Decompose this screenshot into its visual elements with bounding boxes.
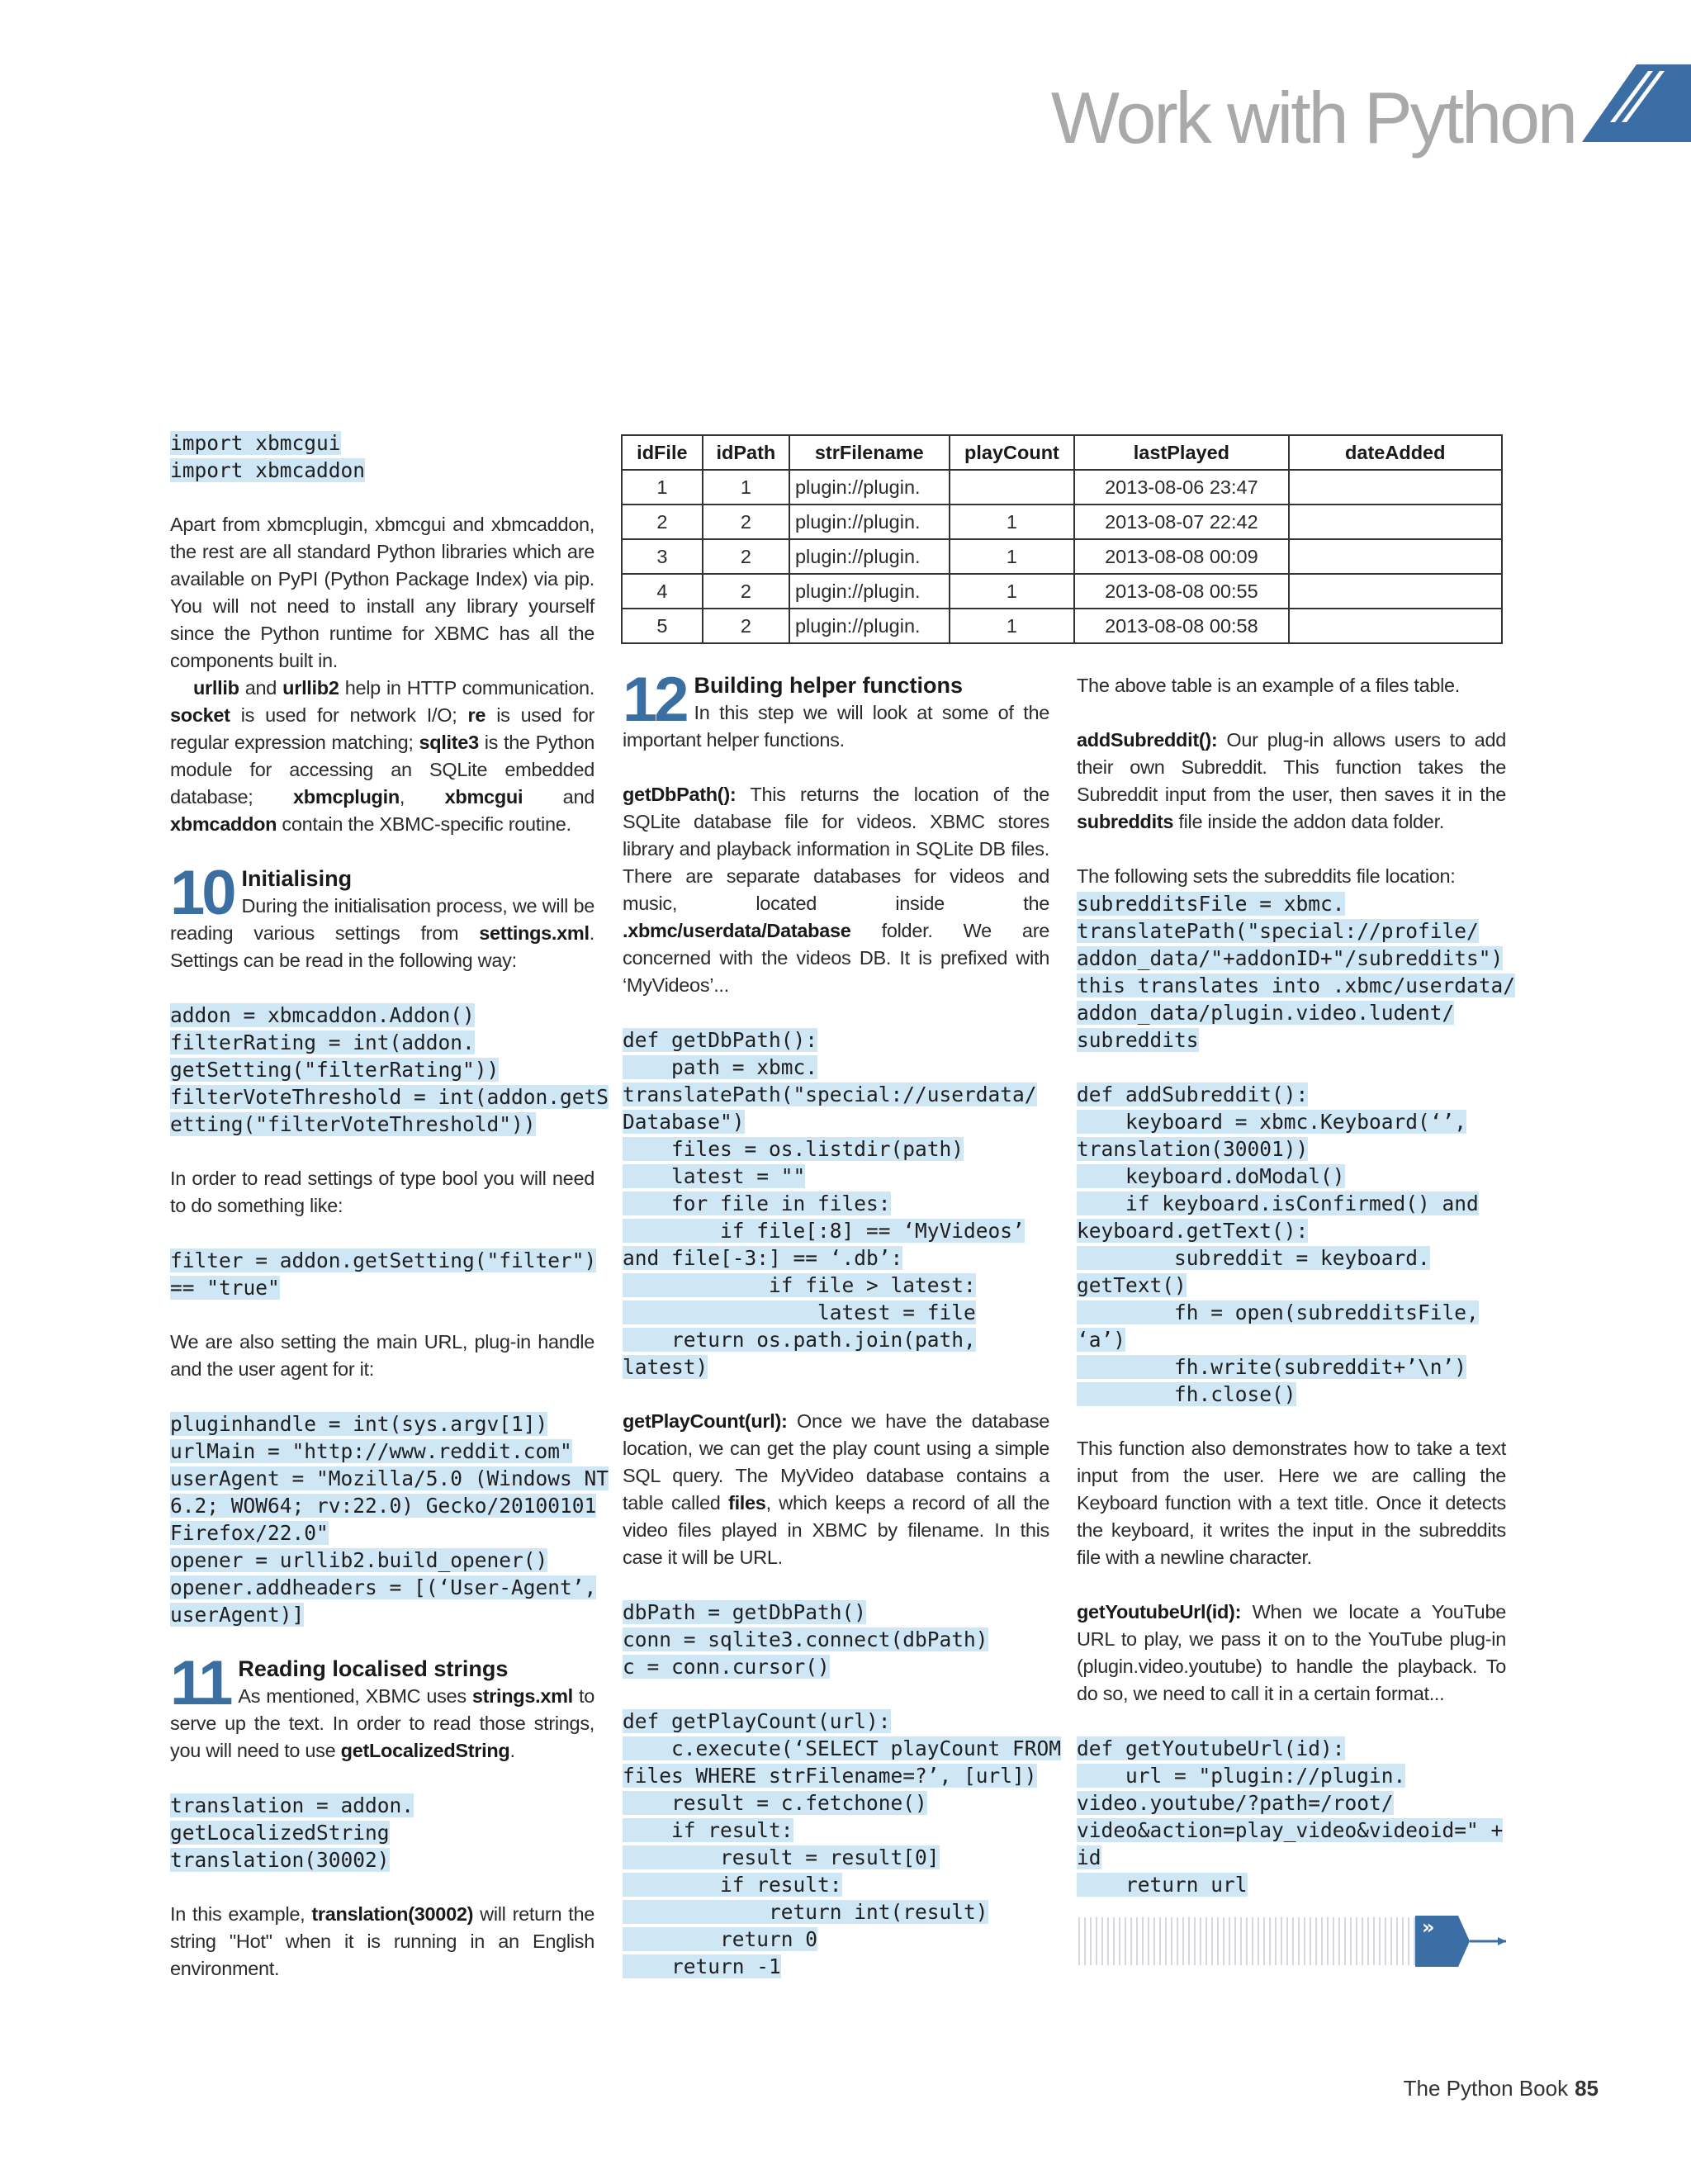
code-line: fh.write(subreddit+’\n’) — [1077, 1355, 1467, 1379]
code-getyoutube — [1077, 1735, 1506, 1898]
table-cell: plugin://plugin. — [789, 539, 950, 574]
table-cell: 2013-08-08 00:58 — [1074, 609, 1288, 643]
table-cell: 2 — [703, 609, 789, 643]
step-title: Building helper functions — [694, 673, 964, 698]
code-line: keyboard = xbmc.Keyboard(‘’, — [1077, 1110, 1467, 1134]
step-10 — [170, 858, 594, 974]
table-cell — [1289, 609, 1502, 643]
page-number: 85 — [1575, 2076, 1599, 2101]
code-imports — [170, 429, 594, 484]
code-line: import xbmcgui — [170, 431, 341, 455]
table-body — [622, 470, 1502, 643]
code-line: keyboard.doModal() — [1077, 1164, 1345, 1188]
code-line: addon_data/"+addonID+"/subreddits") — [1077, 946, 1504, 970]
table-caption: The above table is an example of a files table. — [1077, 675, 1461, 696]
code-line: return os.path.join(path, — [623, 1328, 976, 1352]
code-line: import xbmcaddon — [170, 458, 366, 482]
column-header: idFile — [622, 435, 703, 470]
code-line: urlMain = "http://www.reddit.com" — [170, 1439, 572, 1463]
column-right — [1077, 672, 1516, 1898]
code-line: return 0 — [623, 1927, 818, 1951]
table-cell: plugin://plugin. — [789, 609, 950, 643]
files-table — [621, 434, 1503, 644]
code-line: c = conn.cursor() — [623, 1655, 830, 1679]
code-line: addon_data/plugin.video.ludent/ — [1077, 1001, 1455, 1025]
code-line: translatePath("special://userdata/ — [623, 1083, 1037, 1106]
code-settings — [170, 1002, 609, 1138]
code-line: subreddit = keyboard. — [1077, 1246, 1430, 1270]
addsubreddit-paragraph: addSubreddit(): Our plug-in allows users to add their own Subreddit. This function takes the Subreddit input from the user, then saves it in the subreddits file inside the addon data folder. — [1077, 729, 1506, 832]
table-cell: plugin://plugin. — [789, 505, 950, 539]
table-cell: 2 — [703, 505, 789, 539]
code-line: translation = addon. — [170, 1793, 414, 1817]
step-11 — [170, 1648, 594, 1765]
code-line: 6.2; WOW64; rv:22.0) Gecko/20100101 — [170, 1494, 597, 1518]
code-line: latest) — [623, 1355, 708, 1379]
table-cell: 3 — [622, 539, 703, 574]
stripe-pattern — [1078, 1917, 1415, 1965]
code-line: return int(result) — [623, 1900, 988, 1924]
following-paragraph: The following sets the subreddits file location: — [1077, 865, 1456, 887]
table-header-row — [622, 435, 1502, 470]
continue-icon: » — [1422, 1916, 1435, 1939]
code-line: Database") — [623, 1110, 745, 1134]
code-line: files WHERE strFilename=?’, [url]) — [623, 1764, 1037, 1788]
code-line: filterVoteThreshold = int(addon.getS — [170, 1085, 609, 1109]
code-line: userAgent)] — [170, 1603, 305, 1627]
table-cell — [1289, 505, 1502, 539]
code-line: fh.close() — [1077, 1382, 1296, 1406]
code-line: result = result[0] — [623, 1845, 940, 1869]
code-line: getSetting("filterRating")) — [170, 1058, 500, 1082]
step-number: 11 — [170, 1648, 230, 1718]
table-cell: plugin://plugin. — [789, 574, 950, 609]
table-cell: 2013-08-07 22:42 — [1074, 505, 1288, 539]
code-line: if file > latest: — [623, 1273, 976, 1297]
table-cell — [1289, 574, 1502, 609]
table-row — [622, 574, 1502, 609]
column-header: idPath — [703, 435, 789, 470]
code-line: dbPath = getDbPath() — [623, 1600, 867, 1624]
table-cell: 1 — [950, 609, 1075, 643]
table-row — [622, 609, 1502, 643]
code-line: pluginhandle = int(sys.argv[1]) — [170, 1412, 548, 1436]
code-url — [170, 1410, 609, 1628]
code-line: getLocalizedString — [170, 1821, 390, 1845]
column-middle — [623, 665, 1062, 1980]
table-cell: 2 — [622, 505, 703, 539]
intro-paragraph: Apart from xbmcplugin, xbmcgui and xbmcaddon, the rest are all standard Python libraries which are available on PyPI (Python Package Index) via pip. You will not need to install any library yourself since the Python runtime for XBMC has all the components built in. — [170, 514, 594, 671]
code-line: getText() — [1077, 1273, 1187, 1297]
code-line: latest = file — [623, 1300, 976, 1324]
code-line: def addSubreddit(): — [1077, 1083, 1309, 1106]
code-line: def getYoutubeUrl(id): — [1077, 1736, 1345, 1760]
code-line: def getDbPath(): — [623, 1028, 818, 1052]
table-cell — [1289, 470, 1502, 505]
page-header-title: Work with Python — [1050, 77, 1575, 159]
function-paragraph: This function also demonstrates how to take a text input from the user. Here we are calling the Keyboard function with a text title. Once it detects the keyboard, it writes the input in the subreddits file with a newline character. — [1077, 1438, 1506, 1568]
code-addsubreddit — [1077, 1081, 1506, 1408]
table-row — [622, 539, 1502, 574]
code-line: and file[-3:] == ‘.db’: — [623, 1246, 903, 1270]
page-footer — [1404, 2076, 1599, 2101]
code-line: if result: — [623, 1818, 793, 1842]
code-line: def getPlayCount(url): — [623, 1709, 891, 1733]
code-line: Firefox/22.0" — [170, 1521, 329, 1545]
getplaycount-paragraph: getPlayCount(url): Once we have the database location, we can get the play count using a simple SQL query. The MyVideo database contains a table called files, which keeps a record of all the video files played in XBMC by filename. In this case it will be URL. — [623, 1410, 1049, 1568]
code-line: fh = open(subredditsFile, — [1077, 1300, 1479, 1324]
getyoutube-paragraph: getYoutubeUrl(id): When we locate a YouTube URL to play, we pass it on to the YouTube plug-in (plugin.video.youtube) to handle the playback. To do so, we need to call it in a certain format... — [1077, 1601, 1506, 1704]
step-12 — [623, 665, 1049, 754]
code-line: subredditsFile = xbmc. — [1077, 892, 1345, 916]
code-line: etting("filterVoteThreshold")) — [170, 1112, 536, 1136]
code-translation — [170, 1792, 594, 1874]
code-line: ‘a’) — [1077, 1328, 1126, 1352]
code-line: this translates into .xbmc/userdata/ — [1077, 974, 1516, 997]
code-line: if keyboard.isConfirmed() and — [1077, 1191, 1479, 1215]
column-left — [170, 429, 609, 1983]
step-number: 10 — [170, 858, 234, 928]
table-cell: 1 — [703, 470, 789, 505]
code-line: subreddits — [1077, 1028, 1199, 1052]
table-cell — [950, 470, 1075, 505]
table-cell: 1 — [950, 505, 1075, 539]
table-cell: plugin://plugin. — [789, 470, 950, 505]
code-line: userAgent = "Mozilla/5.0 (Windows NT — [170, 1466, 609, 1490]
code-line: translation(30001)) — [1077, 1137, 1309, 1161]
table-cell: 2 — [703, 574, 789, 609]
code-line: video.youtube/?path=/root/ — [1077, 1791, 1394, 1815]
translation-paragraph: In this example, translation(30002) will return the string "Hot" when it is running in an English environment. — [170, 1903, 595, 1979]
code-subreddits-file — [1077, 890, 1516, 1054]
step-body: During the initialisation process, we will be reading various settings from settings.xml. Settings can be read in the following way: — [170, 895, 594, 971]
code-dbconnect — [623, 1599, 1049, 1680]
column-header: dateAdded — [1289, 435, 1502, 470]
code-line: keyboard.getText(): — [1077, 1219, 1309, 1243]
table-cell: 4 — [622, 574, 703, 609]
code-line: for file in files: — [623, 1191, 891, 1215]
table-cell: 1 — [622, 470, 703, 505]
code-line: path = xbmc. — [623, 1055, 818, 1079]
code-line: if result: — [623, 1873, 842, 1897]
step-body: In this step we will look at some of the important helper functions. — [623, 702, 1049, 751]
code-getdbpath — [623, 1026, 1049, 1381]
code-line: if file[:8] == ‘MyVideos’ — [623, 1219, 1025, 1243]
code-filter — [170, 1247, 597, 1301]
step-number: 12 — [623, 665, 686, 735]
code-line: video&action=play_video&videoid=" + — [1077, 1818, 1504, 1842]
code-line: opener.addheaders = [(‘User-Agent’, — [170, 1575, 597, 1599]
code-line: url = "plugin://plugin. — [1077, 1764, 1406, 1788]
code-line: addon = xbmcaddon.Addon() — [170, 1003, 475, 1027]
slash-logo-icon — [1577, 64, 1691, 142]
code-line: filter = addon.getSetting("filter") — [170, 1248, 597, 1272]
table-cell: 2013-08-06 23:47 — [1074, 470, 1288, 505]
table-cell: 5 — [622, 609, 703, 643]
bool-paragraph: In order to read settings of type bool you will need to do something like: — [170, 1168, 594, 1216]
code-line: translatePath("special://profile/ — [1077, 919, 1479, 943]
table-cell: 1 — [950, 574, 1075, 609]
code-line: filterRating = int(addon. — [170, 1030, 475, 1054]
continue-marker — [1077, 1916, 1506, 1967]
url-paragraph: We are also setting the main URL, plug-in handle and the user agent for it: — [170, 1331, 594, 1380]
code-line: opener = urllib2.build_opener() — [170, 1548, 548, 1572]
table-cell: 2013-08-08 00:09 — [1074, 539, 1288, 574]
table-cell — [1289, 539, 1502, 574]
step-title: Initialising — [241, 866, 353, 891]
code-line: return url — [1077, 1873, 1248, 1897]
step-title: Reading localised strings — [238, 1656, 509, 1681]
table-cell: 1 — [950, 539, 1075, 574]
code-line: return -1 — [623, 1954, 781, 1978]
table-row — [622, 470, 1502, 505]
column-header: lastPlayed — [1074, 435, 1288, 470]
code-line: c.execute(‘SELECT playCount FROM — [623, 1736, 1062, 1760]
code-line: id — [1077, 1845, 1101, 1869]
code-line: result = c.fetchone() — [623, 1791, 927, 1815]
code-line: == "true" — [170, 1276, 280, 1300]
code-line: translation(30002) — [170, 1848, 390, 1872]
getdbpath-paragraph: getDbPath(): This returns the location of the SQLite database file for videos. XBMC stores library and playback information in SQLite DB files. There are separate databases for videos and music, located inside the .xbmc/userdata/Database folder. We are concerned with the videos DB. It is prefixed with ‘MyVideos’... — [623, 784, 1049, 996]
code-line: latest = "" — [623, 1164, 806, 1188]
column-header: playCount — [950, 435, 1075, 470]
libraries-paragraph: urllib and urllib2 help in HTTP communication. socket is used for network I/O; re is used for regular expression matching; sqlite3 is the Python module for accessing an SQLite embedded database; xbmcplugin, xbmcgui and xbmcaddon contain the XBMC-specific routine. — [170, 677, 594, 835]
code-getplaycount — [623, 1708, 1062, 1980]
step-body: As mentioned, XBMC uses strings.xml to serve up the text. In order to read those strings, you will need to use getLocalizedString. — [170, 1685, 594, 1761]
book-title: The Python Book — [1403, 2076, 1569, 2101]
code-line: files = os.listdir(path) — [623, 1137, 964, 1161]
table-row — [622, 505, 1502, 539]
table-cell: 2 — [703, 539, 789, 574]
column-header: strFilename — [789, 435, 950, 470]
code-line: conn = sqlite3.connect(dbPath) — [623, 1627, 988, 1651]
table-cell: 2013-08-08 00:55 — [1074, 574, 1288, 609]
